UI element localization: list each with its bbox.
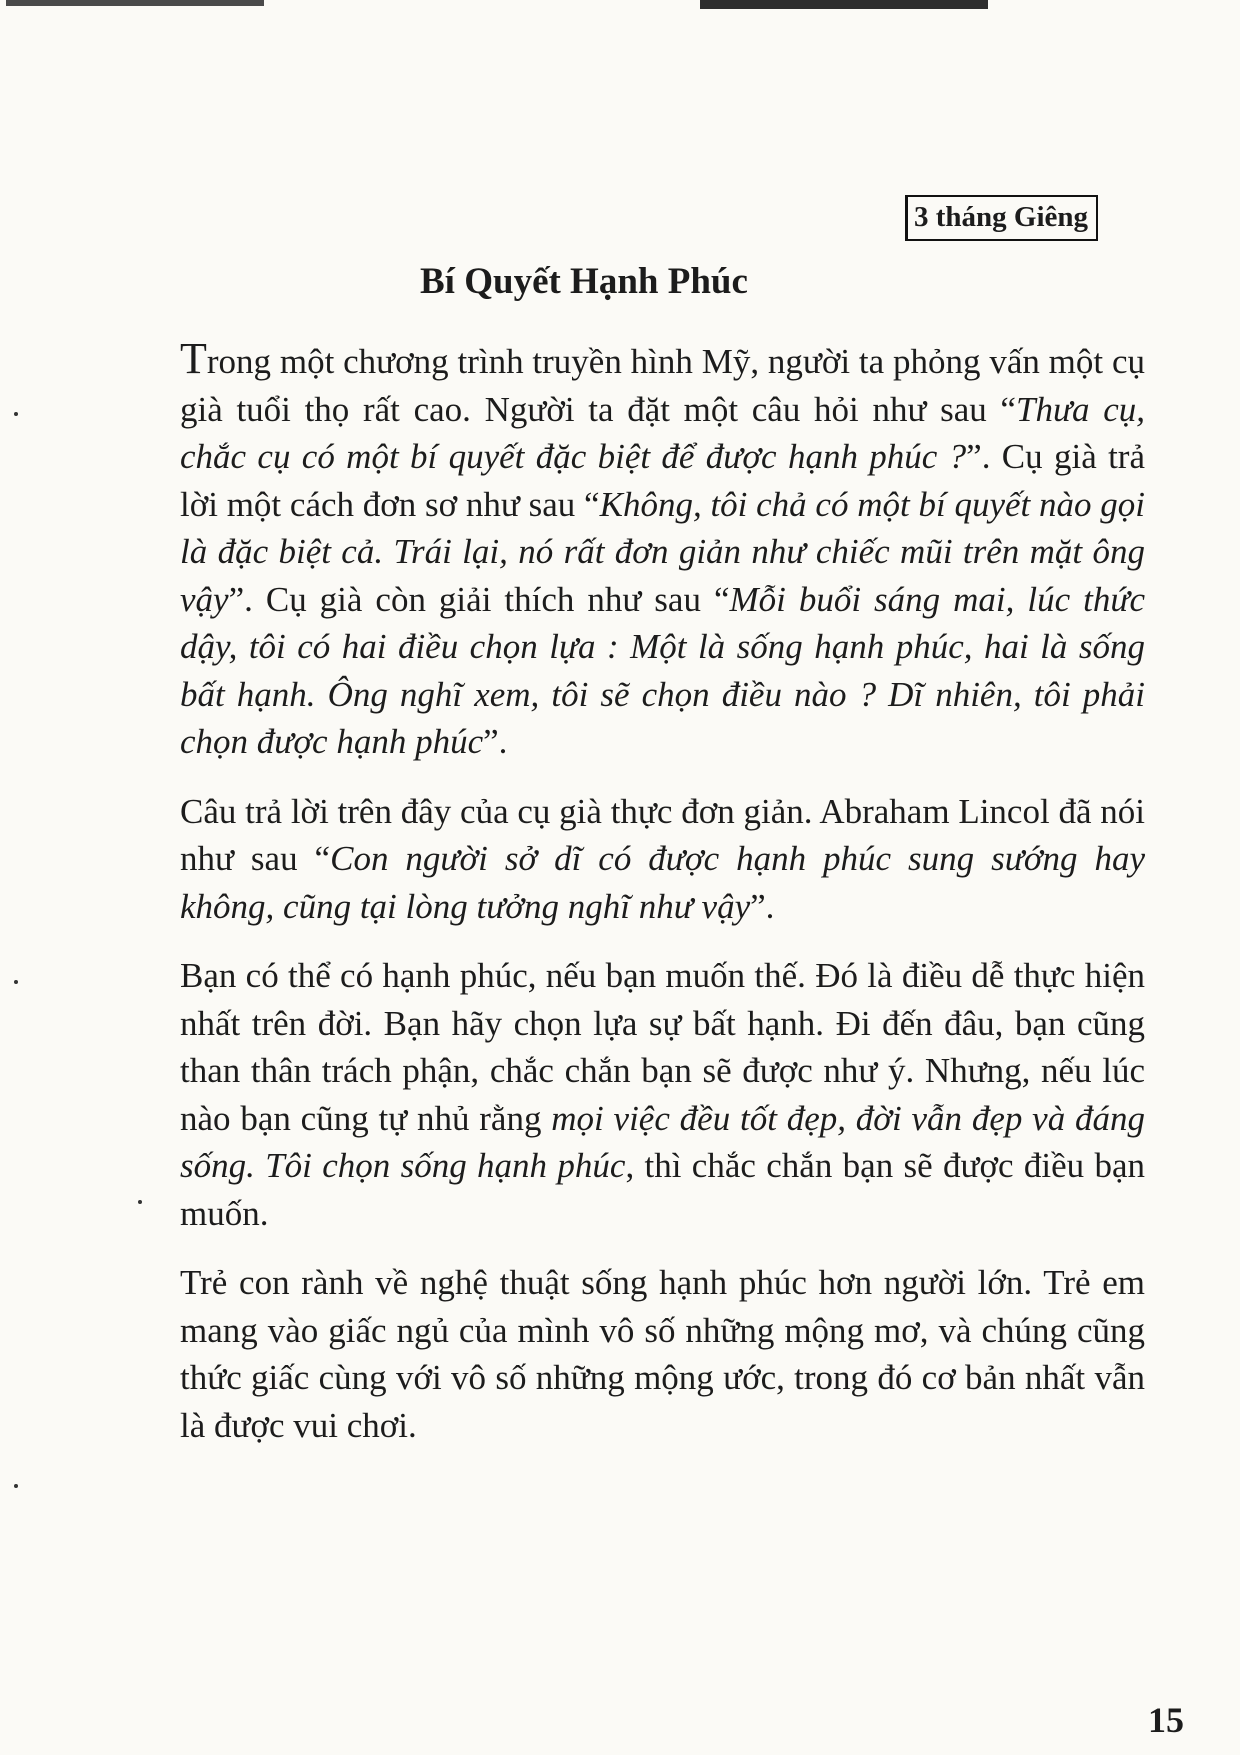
paragraph: [180, 335, 1145, 766]
date-tag: 3 tháng Giêng: [905, 195, 1098, 241]
text-segment: Bạn có thể có hạnh phúc, nếu bạn muốn thế. Đó là điều dễ thực hiện nhất trên đời. Bạn hãy chọn lựa sự bất hạnh. Đi đến đâu, bạn cũng than thân trách phận, chắc chắn bạn sẽ được như ý. Nhưng, nếu lúc nào bạn cũng tự nhủ rằng: [180, 956, 1145, 1138]
scan-speck: [14, 980, 18, 984]
text-segment: ”.: [483, 722, 508, 761]
text-segment: ”. Cụ già còn giải thích như sau “: [228, 579, 730, 619]
article-title: Bí Quyết Hạnh Phúc: [420, 261, 748, 302]
scan-speck: [14, 412, 18, 416]
scan-edge-mark: [700, 0, 988, 9]
italic-quote: mọi việc đều tốt đẹp, đời vẫn đẹp và đáng sống. Tôi chọn sống hạnh phúc: [180, 1098, 1145, 1185]
text-segment: ”. Cụ già trả lời một cách đơn sơ như sau “: [180, 437, 1146, 524]
scan-edge-mark: [6, 0, 264, 6]
italic-quote: Con người sở dĩ có được hạnh phúc sung sướng hay không, cũng tại lòng tưởng nghĩ như vậy: [180, 839, 1145, 926]
dropcap-letter: T: [180, 334, 207, 383]
paragraph: [180, 788, 1145, 931]
article-body: [180, 335, 1145, 1449]
italic-quote: Mỗi buổi sáng mai, lúc thức dậy, tôi có hai điều chọn lựa : Một là sống hạnh phúc, hai là sống bất hạnh. Ông nghĩ xem, tôi sẽ chọn điều nào ? Dĩ nhiên, tôi phải chọn được hạnh phúc: [180, 579, 1145, 761]
text-segment: Câu trả lời trên đây của cụ già thực đơn giản. Abraham Lincol đã nói như sau “: [180, 791, 1145, 878]
text-segment: ”.: [750, 886, 775, 926]
text-segment: rong một chương trình truyền hình Mỹ, người ta phỏng vấn một cụ già tuổi thọ rất cao. Người ta đặt một câu hỏi như sau “: [180, 342, 1145, 429]
text-segment: Trẻ con rành về nghệ thuật sống hạnh phúc hơn người lớn. Trẻ em mang vào giấc ngủ của mình vô số những mộng mơ, và chúng cũng thức giấc cùng với vô số những mộng ước, trong đó cơ bản nhất vẫn là được vui chơi.: [180, 1263, 1145, 1445]
italic-quote: Thưa cụ, chắc cụ có một bí quyết đặc biệt để được hạnh phúc ?: [180, 389, 1146, 476]
scan-speck: [14, 1484, 18, 1488]
scan-speck: [138, 1200, 142, 1204]
text-segment: , thì chắc chắn bạn sẽ được điều bạn muốn.: [180, 1146, 1145, 1233]
paragraph: [180, 952, 1145, 1237]
italic-quote: Không, tôi chả có một bí quyết nào gọi là đặc biệt cả. Trái lại, nó rất đơn giản như chiếc mũi trên mặt ông vậy: [180, 484, 1145, 619]
page-number: 15: [1148, 1700, 1184, 1740]
paragraph: [180, 1259, 1145, 1449]
